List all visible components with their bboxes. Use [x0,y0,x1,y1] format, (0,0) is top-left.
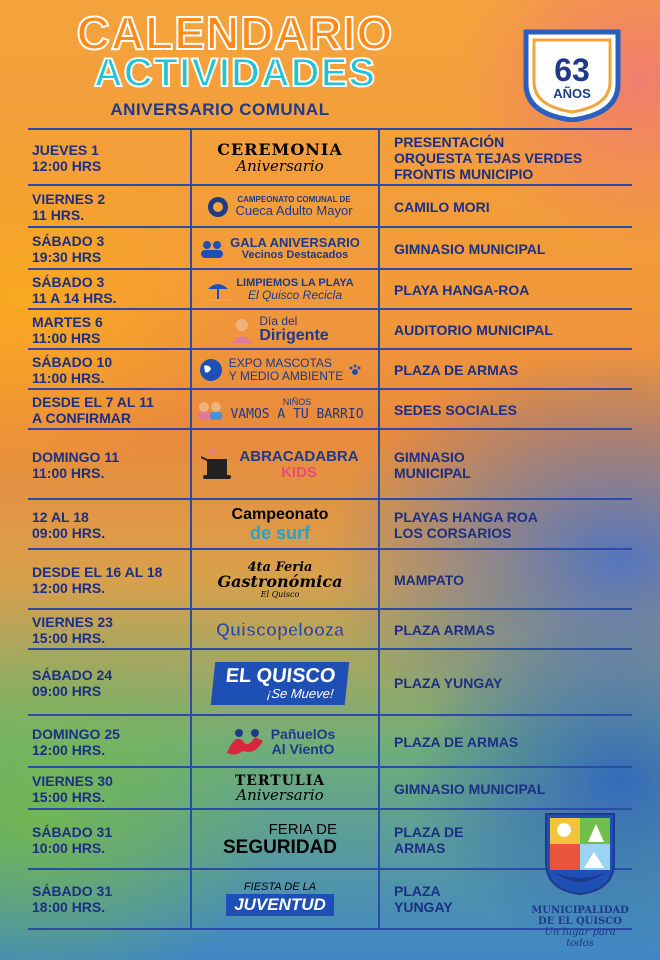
row-date: SÁBADO 24 09:00 HRS [32,667,113,699]
row-activity: EL QUISCO ¡Se Mueve! [192,650,368,716]
table-row [28,608,632,650]
row-place: GIMNASIO MUNICIPAL [394,781,546,797]
municipality-name-1: MUNICIPALIDAD [531,905,629,916]
table-row [28,766,632,810]
municipal-shield-icon [544,812,616,896]
table-row [28,648,632,716]
row-date: 12 AL 18 09:00 HRS. [32,509,106,541]
table-row [28,226,632,270]
row-place: PRESENTACIÓN ORQUESTA TEJAS VERDES FRONTIS MUNICIPIO [394,134,583,182]
magic-hat-icon [201,447,233,483]
table-row [28,498,632,550]
cueca-icon [207,196,229,218]
municipality-logo [530,812,630,949]
row-activity: FERIA DE SEGURIDAD [222,821,337,858]
person-icon [231,317,253,343]
title-calendario: CALENDARIO [76,7,394,59]
kids-icon [196,400,224,420]
row-place: AUDITORIO MUNICIPAL [394,322,553,338]
badge-number: 63 [554,52,590,88]
table-row [28,128,632,186]
row-date: DOMINGO 11 11:00 HRS. [32,449,120,481]
row-place: GIMNASIO MUNICIPAL [394,449,471,481]
row-place: MAMPATO [394,572,464,588]
anniversary-badge [520,26,624,122]
table-row [28,714,632,768]
date-day: JUEVES 1 [32,142,99,158]
row-activity: ABRACADABRA KIDS [192,430,368,500]
row-place: CAMILO MORI [394,199,490,215]
row-place: PLAYA HANGA-ROA [394,282,530,298]
row-date: MARTES 6 11:00 HRS [32,314,103,346]
row-date: SÁBADO 3 11 A 14 HRS. [32,274,117,306]
row-date: VIERNES 30 15:00 HRS. [32,773,113,805]
municipality-name-2: DE EL QUISCO [538,916,622,927]
row-activity [192,130,368,186]
table-row [28,348,632,390]
row-date: DESDE EL 7 AL 11 A CONFIRMAR [32,394,154,426]
row-activity: LIMPIEMOS LA PLAYA El Quisco Recicla [192,270,368,310]
row-date: DOMINGO 25 12:00 HRS. [32,726,120,758]
row-activity: NIÑOS VAMOS A TU BARRIO [192,390,368,430]
row-date: DESDE EL 16 AL 18 12:00 HRS. [32,564,163,596]
row-activity: Día del Dirigente [192,310,368,350]
row-activity: GALA ANIVERSARIO Vecinos Destacados [192,228,368,270]
row-date: SÁBADO 31 10:00 HRS. [32,824,113,856]
row-date: SÁBADO 3 19:30 HRS [32,233,105,265]
row-place: SEDES SOCIALES [394,402,517,418]
row-place: PLAYAS HANGA ROA LOS CORSARIOS [394,509,538,541]
activity-logo: CEREMONIA Aniversario [217,139,343,175]
row-place: PLAZA YUNGAY [394,675,503,691]
row-place: GIMNASIO MUNICIPAL [394,241,546,257]
row-activity: EXPO MASCOTAS Y MEDIO AMBIENTE [192,350,368,390]
date-time: 12:00 HRS [32,158,102,174]
row-date: SÁBADO 31 18:00 HRS. [32,883,113,915]
table-row [28,268,632,310]
municipality-tagline: Un lugar para todos [544,927,616,949]
row-activity: 4ta Feria Gastronómica El Quisco [217,559,343,600]
table-row [28,548,632,610]
table-row [28,184,632,228]
row-activity: Campeonato de surf [231,506,329,543]
row-activity: CAMPEONATO COMUNAL DE Cueca Adulto Mayor [192,186,368,228]
row-activity: Quiscopelooza [215,619,345,640]
row-activity: TERTULIA Aniversario [234,772,326,805]
row-activity: PañuelOs Al VientO [192,716,368,768]
badge-label: AÑOS [553,86,591,101]
title-actividades: ACTIVIDADES [93,51,377,95]
row-date: SÁBADO 10 11:00 HRS. [32,354,113,386]
paw-icon [349,364,361,376]
row-activity: FIESTA DE LA JUVENTUD [192,870,368,928]
row-place: PLAZA ARMAS [394,622,495,638]
table-row [28,388,632,430]
subtitle-aniversario: ANIVERSARIO COMUNAL [110,100,330,119]
people-icon [200,239,224,259]
dancers-icon [225,727,265,757]
row-date: VIERNES 23 15:00 HRS. [32,614,113,646]
globe-icon [199,358,223,382]
row-place: PLAZA DE ARMAS [394,824,464,856]
row-date [32,130,212,186]
table-row [28,308,632,350]
table-row [28,428,632,500]
row-place: PLAZA DE ARMAS [394,734,519,750]
row-place: PLAZA DE ARMAS [394,362,519,378]
beach-umbrella-icon [206,279,230,301]
row-place: PLAZA YUNGAY [394,883,453,915]
row-date: VIERNES 2 11 HRS. [32,191,106,223]
